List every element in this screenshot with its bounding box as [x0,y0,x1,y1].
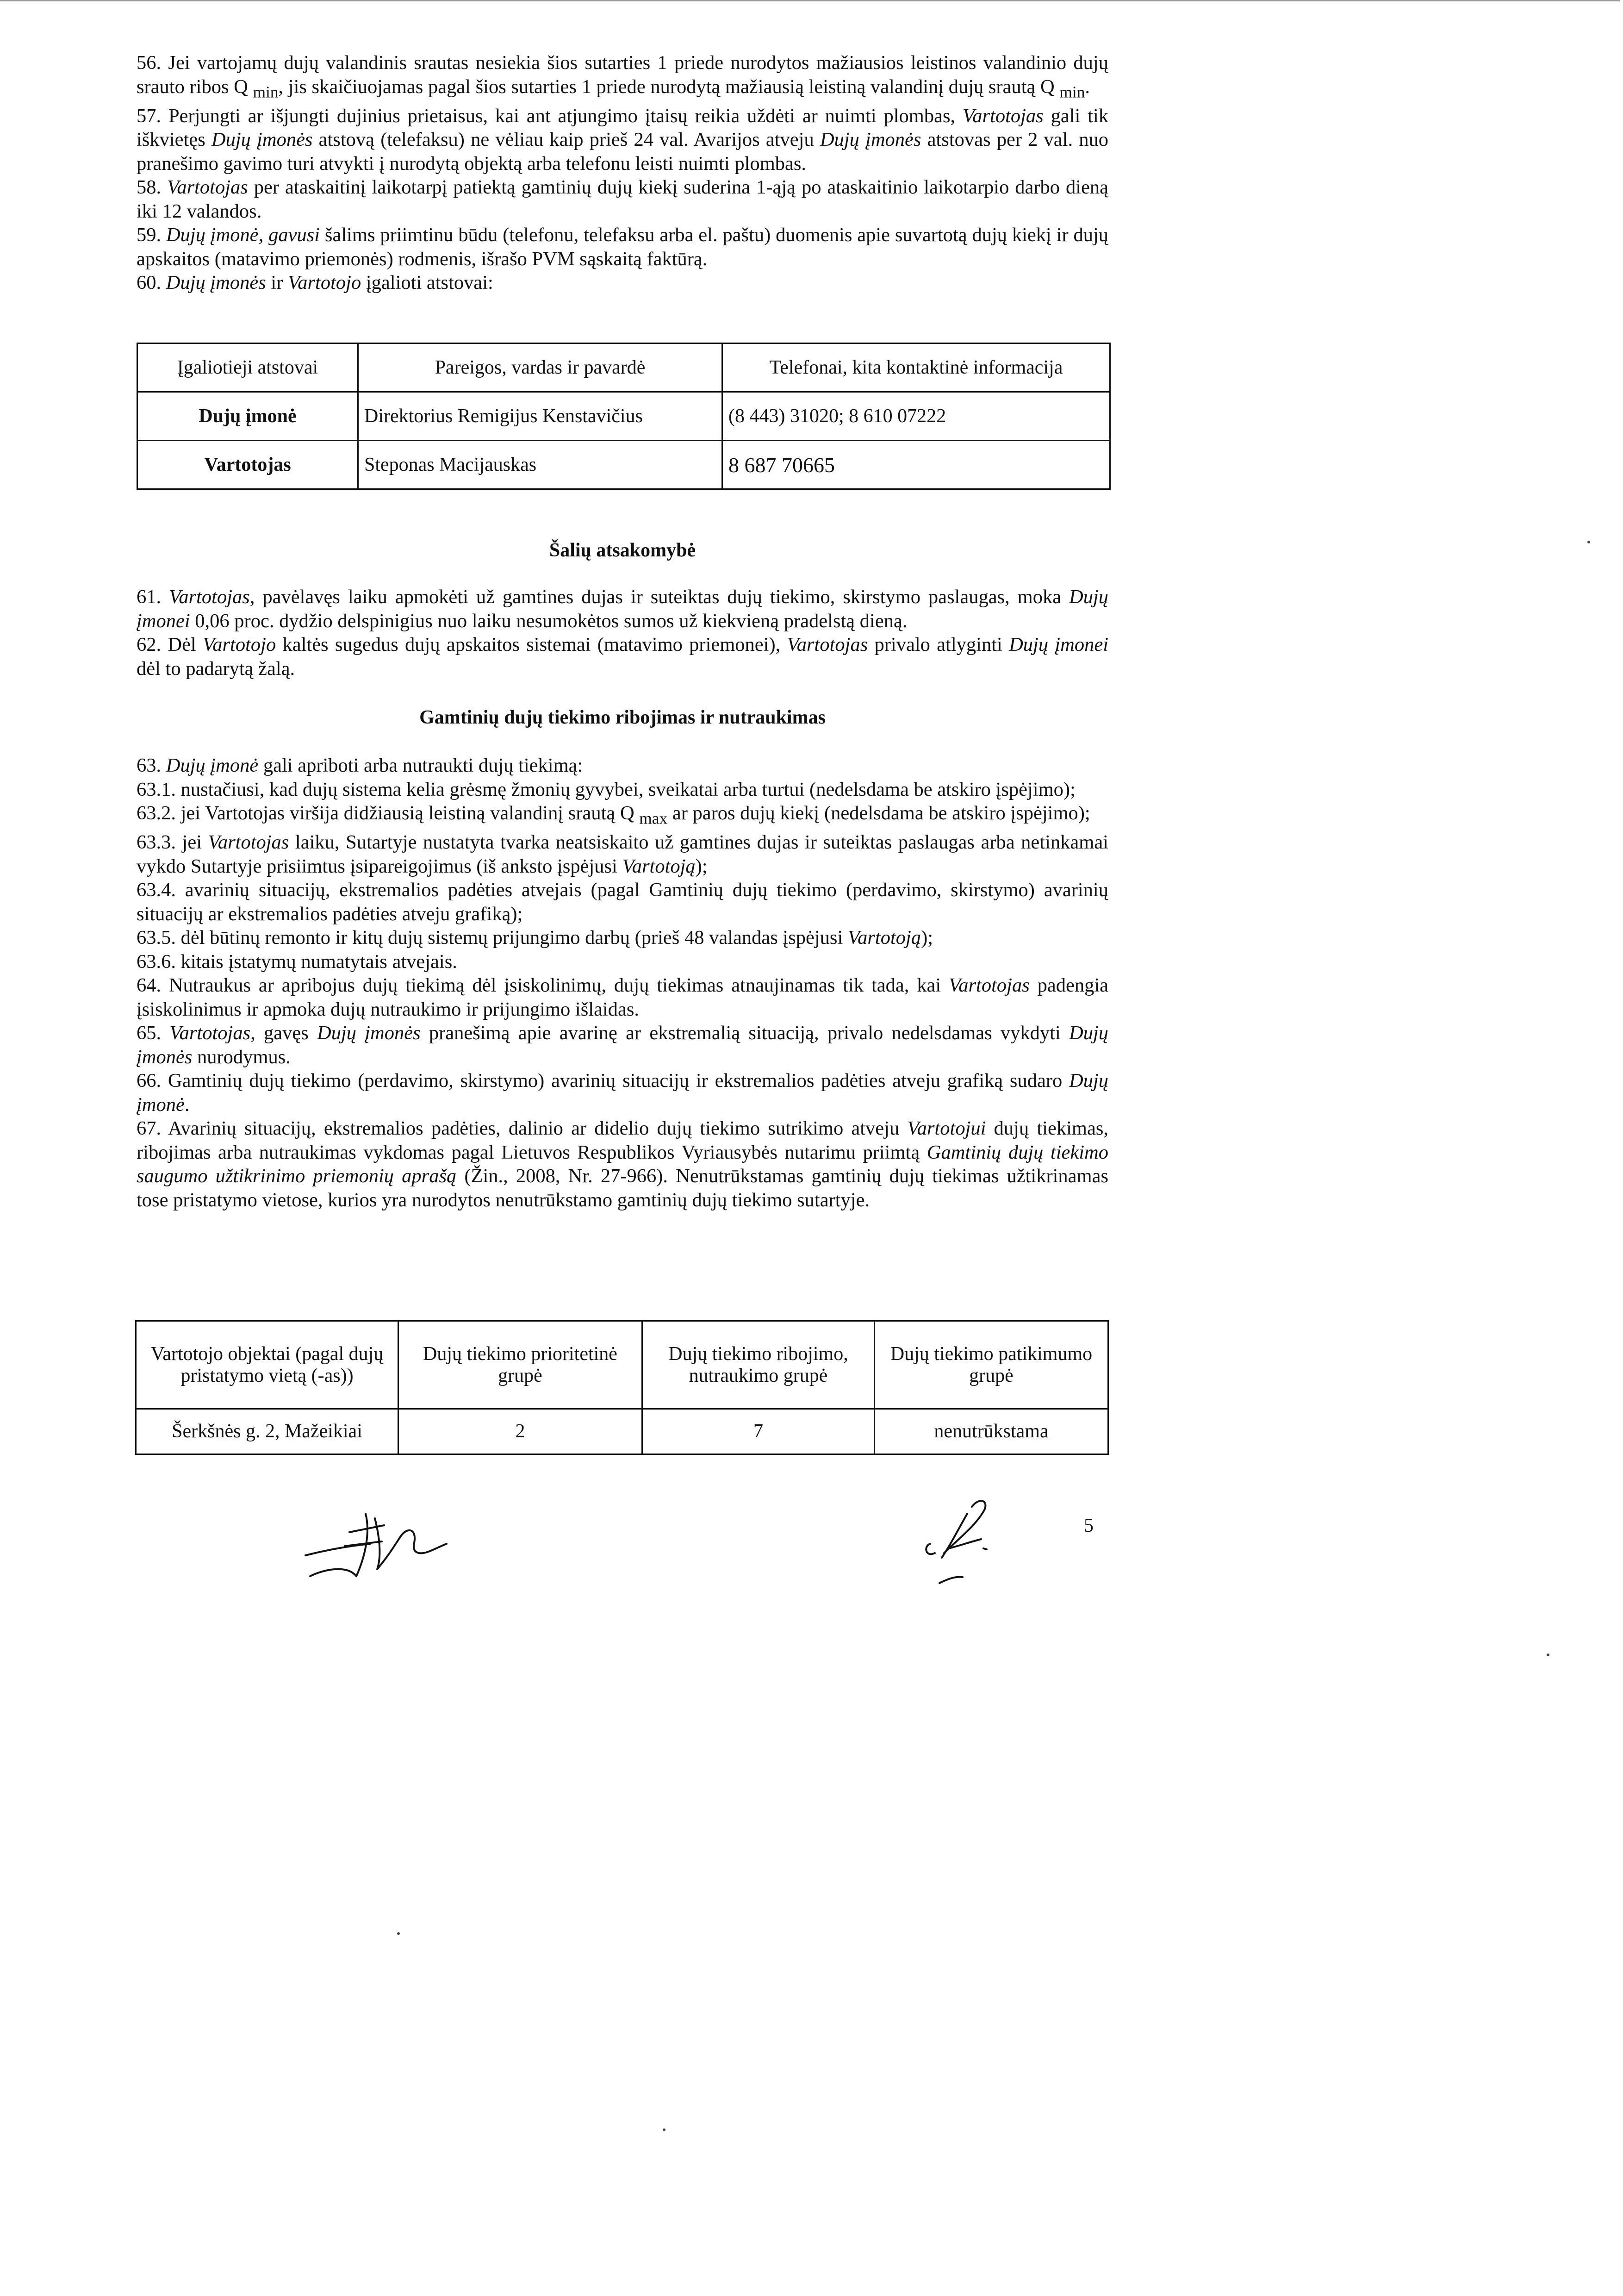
scan-speck [1587,541,1590,543]
scan-speck [397,1932,400,1935]
table-row [137,441,1110,489]
paragraphs-61-62 [137,585,1108,680]
signature-right [902,1488,1023,1609]
paragraph-60: 60. Dujų įmonės ir Vartotojo įgalioti atstovai: [137,272,493,293]
section-heading-restriction: Gamtinių dujų tiekimo ribojimas ir nutraukimas [419,707,826,728]
paragraph-66: 66. Gamtinių dujų tiekimo (perdavimo, skirstymo) avarinių situacijų ir ekstremalios padėties atveju grafiką sudaro Dujų įmonė. [137,1070,1108,1116]
table-row [137,392,1110,441]
signature-left [296,1500,463,1592]
paragraph-63-4: 63.4. avarinių situacijų, ekstremalios padėties atvejais (pagal Gamtinių dujų tiekimo (perdavimo, skirstymo) avarinių situacijų ar ekstremalios padėties atveju grafiką); [137,879,1108,925]
header-cell: Vartotojo objektai (pagal dujų pristatymo vietą (-as)) [136,1321,398,1409]
section-heading-liability: Šalių atsakomybė [549,540,696,561]
paragraph-63-1: 63.1. nustačiusi, kad dujų sistema kelia grėsmę žmonių gyvybei, sveikatai arba turtui (nedelsdama be atskiro įspėjimo); [137,778,1076,800]
header-cell: Pareigos, vardas ir pavardė [358,343,722,392]
header-cell: Dujų tiekimo prioritetinė grupė [398,1321,642,1409]
scan-speck [1547,1653,1549,1656]
scan-speck [663,2128,665,2131]
scan-edge-line [0,0,1620,1]
header-cell: Telefonai, kita kontaktinė informacija [722,343,1110,392]
paragraph-63-2: 63.2. jei Vartotojas viršija didžiausią leistiną valandinį srautą Q $_{max}$ ar paros dujų kiekį (nedelsdama be atskiro įspėjimo); [137,802,1090,828]
party-cell: Vartotojas [137,441,358,489]
paragraph-56: 56. Jei vartojamų dujų valandinis srautas nesiekia šios sutarties 1 priede nurodytos mažiausios leistinos valandinio dujų srauto ribos Q $_{min}$, jis skaičiuojamas pagal šios sutarties 1 priede nurodytą mažiausią leistiną valandinį dujų srautą Q $_{min}$. [137,52,1108,101]
paragraph-63-5: 63.5. dėl būtinų remonto ir kitų dujų sistemų prijungimo darbų (prieš 48 valandas įspėjusi Vartotoją); [137,927,933,948]
table-header-row [137,343,1110,392]
paragraph-61: 61. Vartotojas, pavėlavęs laiku apmokėti už gamtines dujas ir suteiktas dujų tiekimo, skirstymo paslaugas, moka Dujų įmonei 0,06 proc. dydžio delspinigius nuo laiku nesumokėtos sumos už kiekvieną pradelstą dieną. [137,586,1109,632]
reliability-cell: nenutrūkstama [875,1409,1108,1454]
table-header-row [136,1321,1108,1409]
paragraph-64: 64. Nutraukus ar apribojus dujų tiekimą dėl įsiskolinimų, dujų tiekimas atnaujinamas tik tada, kai Vartotojas padengia įsiskolinimus ir apmoka dujų nutraukimo ir prijungimo išlaidas. [137,974,1108,1020]
header-cell: Įgaliotieji atstovai [137,343,358,392]
paragraph-59: 59. Dujų įmonė, gavusi šalims priimtinu būdu (telefonu, telefaksu arba el. paštu) duomenis apie suvartotą dujų kiekį ir dujų apskaitos (matavimo priemonės) rodmenis, išrašo PVM sąskaitą faktūrą. [137,224,1109,270]
paragraph-58: 58. Vartotojas per ataskaitinį laikotarpį patiektą gamtinių dujų kiekį suderina 1-ąją po ataskaitinio laikotarpio darbo dieną iki 12 valandos. [137,176,1108,222]
table-row [136,1409,1108,1454]
consumer-objects-table [135,1320,1109,1455]
paragraph-65: 65. Vartotojas, gavęs Dujų įmonės pranešimą apie avarinę ar ekstremalią situaciją, privalo nedelsdamas vykdyti Dujų įmonės nurodymus. [137,1022,1108,1068]
header-cell: Dujų tiekimo ribojimo, nutraukimo grupė [642,1321,875,1409]
page-number: 5 [1084,1515,1094,1536]
header-cell: Dujų tiekimo patikimumo grupė [875,1321,1108,1409]
paragraph-57: 57. Perjungti ar išjungti dujinius prietaisus, kai ant atjungimo įtaisų reikia uždėti ar nuimti plombas, Vartotojas gali tik iškvietęs Dujų įmonės atstovą (telefaksu) ne vėliau kaip prieš 24 val. Avarijos atveju Dujų įmonės atstovas per 2 val. nuo pranešimo gavimo turi atvykti į nurodytą objektą arba telefonu leisti nuimti plombas. [137,105,1109,175]
restriction-cell: 7 [642,1409,875,1454]
contact-cell: (8 443) 31020; 8 610 07222 [722,392,1110,441]
priority-cell: 2 [398,1409,642,1454]
person-cell: Steponas Macijauskas [358,441,722,489]
paragraph-63-6: 63.6. kitais įstatymų numatytais atvejais. [137,950,457,973]
object-cell: Šerkšnės g. 2, Mažeikiai [136,1409,398,1454]
paragraph-63-3: 63.3. jei Vartotojas laiku, Sutartyje nustatyta tvarka neatsiskaito už gamtines dujas ir suteiktas paslaugas arba netinkamai vykdo Sutartyje prisiimtus įsipareigojimus (iš anksto įspėjusi Vartotoją); [137,831,1108,877]
paragraphs-63-67 [137,754,1108,1212]
paragraphs-56-60 [137,51,1108,295]
party-cell: Dujų įmonė [137,392,358,441]
paragraph-67: 67. Avarinių situacijų, ekstremalios padėties, dalinio ar didelio dujų tiekimo sutrikimo atveju Vartotojui dujų tiekimas, ribojimas arba nutraukimas vykdomas pagal Lietuvos Respublikos Vyriausybės nutarimu priimtą Gamtinių dujų tiekimo saugumo užtikrinimo priemonių aprašą (Žin., 2008, Nr. 27-966). Nenutrūkstamas gamtinių dujų tiekimas užtikrinamas tose pristatymo vietose, kurios yra nurodytos nenutrūkstamo gamtinių dujų tiekimo sutartyje. [137,1117,1108,1211]
person-cell: Direktorius Remigijus Kenstavičius [358,392,722,441]
paragraph-63: 63. Dujų įmonė gali apriboti arba nutraukti dujų tiekimą: [137,755,583,776]
representatives-table [137,343,1111,490]
contact-cell: 8 687 70665 [722,441,1110,489]
paragraph-62: 62. Dėl Vartotojo kaltės sugedus dujų apskaitos sistemai (matavimo priemonei), Vartotojas privalo atlyginti Dujų įmonei dėl to padarytą žalą. [137,634,1108,680]
